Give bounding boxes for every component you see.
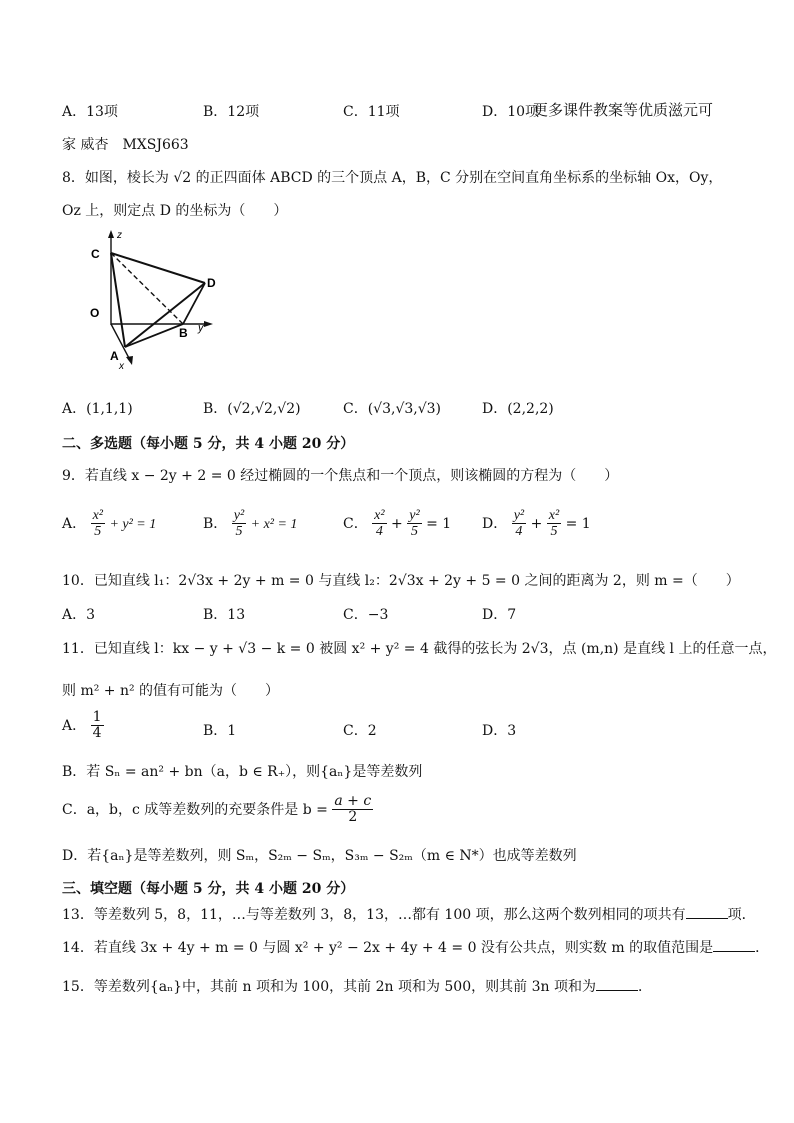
edge-ca bbox=[111, 253, 125, 347]
label-x: x bbox=[119, 361, 124, 372]
q10-option-c: C．−3 bbox=[343, 607, 389, 623]
q12-c-num: a + c bbox=[334, 793, 372, 809]
section-2-heading: 二、多选题（每小题 5 分，共 4 小题 20 分） bbox=[62, 436, 355, 452]
q14 bbox=[62, 937, 769, 957]
q13 bbox=[62, 904, 756, 924]
q9-d-num2: x² bbox=[548, 508, 560, 523]
q9-c-plus: + bbox=[391, 515, 403, 532]
q9-option-c bbox=[343, 508, 451, 540]
label-c: C bbox=[91, 247, 100, 261]
label-d: D bbox=[207, 276, 216, 290]
q12-option-d: D．若{aₙ}是等差数列，则 Sₘ，S₂ₘ − Sₘ，S₃ₘ − S₂ₘ（m ∈ N*）也成等差数列 bbox=[62, 848, 577, 864]
q7-option-d: D．10项 bbox=[482, 104, 540, 120]
section-3-heading: 三、填空题（每小题 5 分，共 4 小题 20 分） bbox=[62, 881, 355, 897]
q9-c-eq: = 1 bbox=[426, 515, 452, 532]
q11-stem-1: 11．已知直线 l：kx − y + √3 − k = 0 被圆 x² + y² = 4 截得的弦长为 2√3，点 (m,n) 是直线 l 上的任意一点， bbox=[62, 641, 777, 657]
q10-option-d: D．7 bbox=[482, 607, 517, 623]
q11-a-den: 4 bbox=[92, 725, 102, 742]
ad-text: 更多课件教案等优质滋元可 bbox=[533, 101, 714, 119]
q8-option-d: D．(2,2,2) bbox=[482, 401, 554, 417]
ad-text-2: 家 威杏 MXSJ663 bbox=[62, 137, 189, 153]
label-z: z bbox=[117, 230, 122, 241]
q9-option-b bbox=[203, 508, 297, 540]
q9-b-label: B． bbox=[203, 515, 228, 532]
q9-c-num2: y² bbox=[409, 508, 420, 523]
q11-option-d: D．3 bbox=[482, 723, 517, 739]
y-arrow-icon bbox=[204, 321, 213, 327]
q7-option-c: C．11项 bbox=[343, 104, 400, 120]
label-y: y bbox=[198, 322, 204, 334]
q11-a-fraction bbox=[91, 710, 104, 742]
q9-d-plus: + bbox=[530, 515, 543, 532]
q11-stem-2: 则 m² + n² 的值有可能为（ ） bbox=[62, 683, 280, 699]
q13-text: 13．等差数列 5，8，11，…与等差数列 3，8，13，…都有 100 项，那么这两个数列相同的项共有 bbox=[62, 907, 686, 923]
q9-c-den: 4 bbox=[375, 524, 383, 540]
q9-b-den: 5 bbox=[235, 524, 243, 540]
q9-b-rest: + x² = 1 bbox=[250, 516, 298, 532]
q9-a-num: x² bbox=[92, 508, 103, 523]
q13-suffix: 项． bbox=[727, 907, 756, 923]
q9-c-den2: 5 bbox=[410, 524, 418, 540]
label-b: B bbox=[179, 326, 188, 340]
x-arrow-icon bbox=[126, 356, 133, 365]
q9-c-fraction-2 bbox=[407, 508, 421, 540]
q8-option-b: B．(√2,√2,√2) bbox=[203, 401, 301, 417]
q9-b-num: y² bbox=[233, 508, 245, 523]
z-arrow-icon bbox=[108, 230, 114, 238]
q9-a-label: A． bbox=[62, 515, 87, 532]
q9-d-den: 4 bbox=[515, 524, 523, 540]
q9-d-num: y² bbox=[513, 508, 525, 523]
q10-option-b: B．13 bbox=[203, 607, 246, 623]
q13-blank[interactable] bbox=[686, 906, 728, 919]
q15 bbox=[62, 976, 652, 996]
q14-text: 14．若直线 3x + 4y + m = 0 与圆 x² + y² − 2x + 4y + 4 = 0 没有公共点，则实数 m 的取值范围是 bbox=[62, 940, 714, 956]
q9-d-den2: 5 bbox=[550, 524, 558, 540]
q11-a-num: 1 bbox=[92, 709, 102, 725]
label-o: O bbox=[90, 306, 100, 320]
q9-c-num: x² bbox=[374, 508, 385, 523]
q9-a-fraction bbox=[91, 508, 105, 540]
q9-c-fraction-1 bbox=[372, 508, 386, 540]
edge-cd bbox=[111, 253, 205, 283]
q9-option-d bbox=[482, 508, 591, 540]
q12-c-text: C．a，b，c 成等差数列的充要条件是 b = bbox=[62, 801, 328, 818]
edge-ad bbox=[125, 283, 205, 347]
label-a: A bbox=[110, 349, 119, 363]
q7-option-b: B．12项 bbox=[203, 104, 260, 120]
q9-d-fraction-2 bbox=[547, 508, 561, 540]
q9-c-label: C． bbox=[343, 515, 368, 532]
q15-text: 15．等差数列{aₙ}中，其前 n 项和为 100，其前 2n 项和为 500，则其前 3n 项和为 bbox=[62, 979, 596, 995]
q7-option-a: A．13项 bbox=[62, 104, 118, 120]
q15-blank[interactable] bbox=[596, 978, 638, 991]
q11-option-c: C．2 bbox=[343, 723, 377, 739]
edge-ab bbox=[125, 324, 183, 347]
q9-b-fraction bbox=[232, 508, 246, 540]
q8-stem-1: 8．如图，棱长为 √2 的正四面体 ABCD 的三个顶点 A，B，C 分别在空间直角坐标系的坐标轴 Ox，Oy， bbox=[62, 170, 723, 186]
q12-option-b: B．若 Sₙ = an² + bn（a，b ∈ R₊），则{aₙ}是等差数列 bbox=[62, 764, 423, 780]
q12-option-c bbox=[62, 794, 373, 826]
q8-stem-2: Oz 上，则定点 D 的坐标为（ ） bbox=[62, 203, 288, 219]
q9-stem: 9．若直线 x − 2y + 2 = 0 经过椭圆的一个焦点和一个顶点，则该椭圆的方程为（ ） bbox=[62, 468, 619, 484]
q11-option-b: B．1 bbox=[203, 723, 237, 739]
q10-stem: 10．已知直线 l₁：2√3x + 2y + m = 0 与直线 l₂：2√3x + 2y + 5 = 0 之间的距离为 2，则 m =（ ） bbox=[62, 573, 740, 589]
q14-suffix: ． bbox=[755, 940, 770, 956]
q14-blank[interactable] bbox=[713, 939, 755, 952]
q10-option-a: A．3 bbox=[62, 607, 96, 623]
tetrahedron-figure bbox=[80, 225, 230, 375]
q9-d-label: D． bbox=[482, 515, 508, 532]
q8-option-a: A．(1,1,1) bbox=[62, 401, 133, 417]
q9-d-eq: = 1 bbox=[565, 515, 591, 532]
q11-option-a bbox=[62, 710, 104, 742]
edge-bd bbox=[183, 283, 205, 324]
q15-suffix: ． bbox=[637, 979, 652, 995]
q9-d-fraction-1 bbox=[512, 508, 526, 540]
q9-a-rest: + y² = 1 bbox=[109, 516, 157, 532]
q8-option-c: C．(√3,√3,√3) bbox=[343, 401, 442, 417]
q9-option-a bbox=[62, 508, 156, 540]
q11-a-label: A． bbox=[62, 717, 87, 734]
q12-c-den: 2 bbox=[348, 809, 358, 826]
q9-a-den: 5 bbox=[94, 524, 102, 540]
q12-c-fraction bbox=[332, 794, 373, 826]
